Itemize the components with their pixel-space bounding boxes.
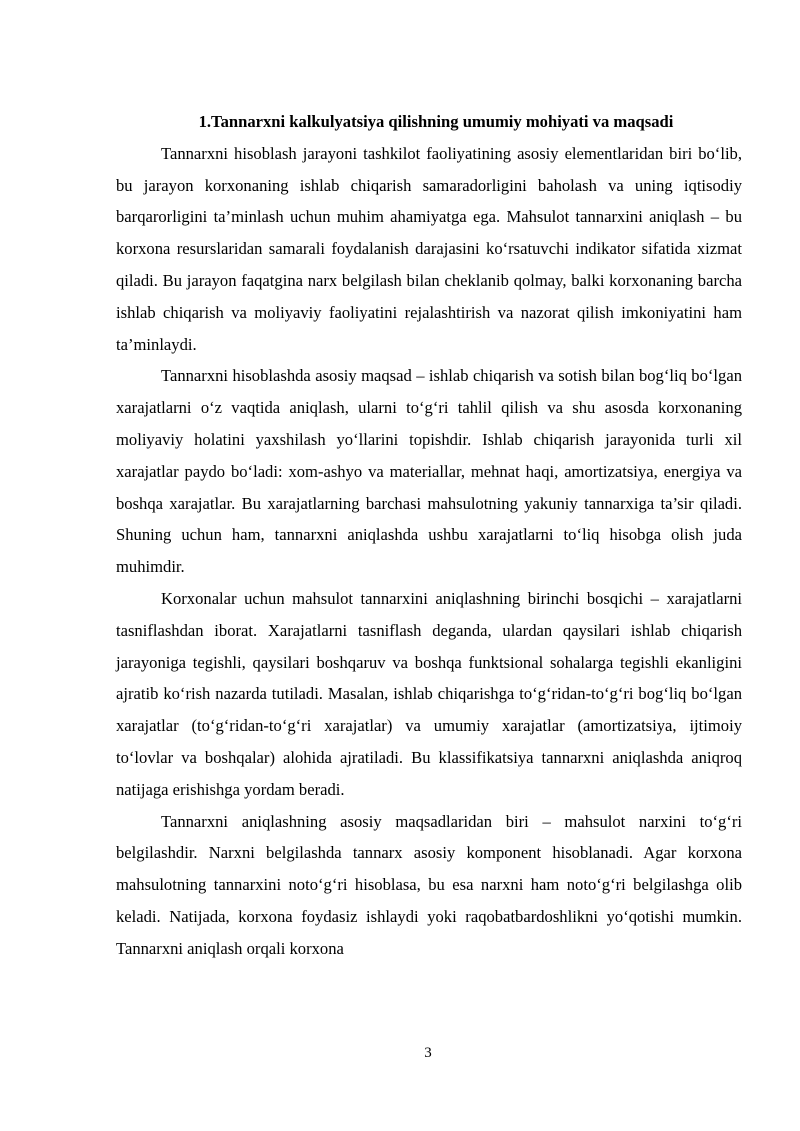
paragraph-4: Tannarxni aniqlashning asosiy maqsadlaridan biri – mahsulot narxini to‘g‘ri belgilashdir. Narxni belgilashda tannarx asosiy komponent hisoblanadi. Agar korxona mahsulotning tannarxini noto‘g‘ri hisoblasa, bu esa narxni ham noto‘g‘ri belgilashga olib keladi. Natijada, korxona foydasiz ishlaydi yoki raqobatbardoshlikni yo‘qotishi mumkin. Tannarxni aniqlash orqali korxona: [116, 811, 742, 958]
document-page: [116, 106, 742, 965]
paragraph-2: Tannarxni hisoblashda asosiy maqsad – ishlab chiqarish va sotish bilan bog‘liq bo‘lgan xarajatlarni o‘z vaqtida aniqlash, ularni to‘g‘ri tahlil qilish va shu asosda korxonaning moliyaviy holatini yaxshilash yo‘llarini topishdir. Ishlab chiqarish jarayonida turli xil xarajatlar paydo bo‘ladi: xom-ashyo va materiallar, mehnat haqi, amortizatsiya, energiya va boshqa xarajatlar. Bu xarajatlarning barchasi mahsulotning yakuniy tannarxiga ta’sir qiladi. Shuning uchun ham, tannarxni aniqlashda ushbu xarajatlarni to‘liq hisobga olish juda muhimdir.: [116, 366, 742, 577]
section-heading: 1.Tannarxni kalkulyatsiya qilishning umumiy mohiyati va maqsadi: [198, 112, 674, 131]
page-number: 3: [424, 1045, 432, 1061]
paragraph-1: Tannarxni hisoblash jarayoni tashkilot faoliyatining asosiy elementlaridan biri bo‘lib, bu jarayon korxonaning ishlab chiqarish samaradorligini baholash va uning iqtisodiy barqarorligini ta’minlash uchun muhim ahamiyatga ega. Mahsulot tannarxini aniqlash – bu korxona resurslaridan samarali foydalanish darajasini ko‘rsatuvchi indikator sifatida xizmat qiladi. Bu jarayon faqatgina narx belgilash bilan cheklanib qolmay, balki korxonaning barcha ishlab chiqarish va moliyaviy faoliyatini rejalashtirish va nazorat qilish imkoniyatini ham ta’minlaydi.: [116, 143, 742, 354]
paragraph-3: Korxonalar uchun mahsulot tannarxini aniqlashning birinchi bosqichi – xarajatlarni tasniflashdan iborat. Xarajatlarni tasniflash deganda, ulardan qaysilari ishlab chiqarish jarayoniga tegishli, qaysilari boshqaruv va boshqa funktsional sohalarga tegishli ekanligini ajratib ko‘rish nazarda tutiladi. Masalan, ishlab chiqarishga to‘g‘ridan-to‘g‘ri bog‘liq bo‘lgan xarajatlar (to‘g‘ridan-to‘g‘ri xarajatlar) va umumiy xarajatlar (amortizatsiya, ijtimoiy to‘lovlar va boshqalar) alohida ajratiladi. Bu klassifikatsiya tannarxni aniqlashda aniqroq natijaga erishishga yordam beradi.: [116, 588, 742, 799]
